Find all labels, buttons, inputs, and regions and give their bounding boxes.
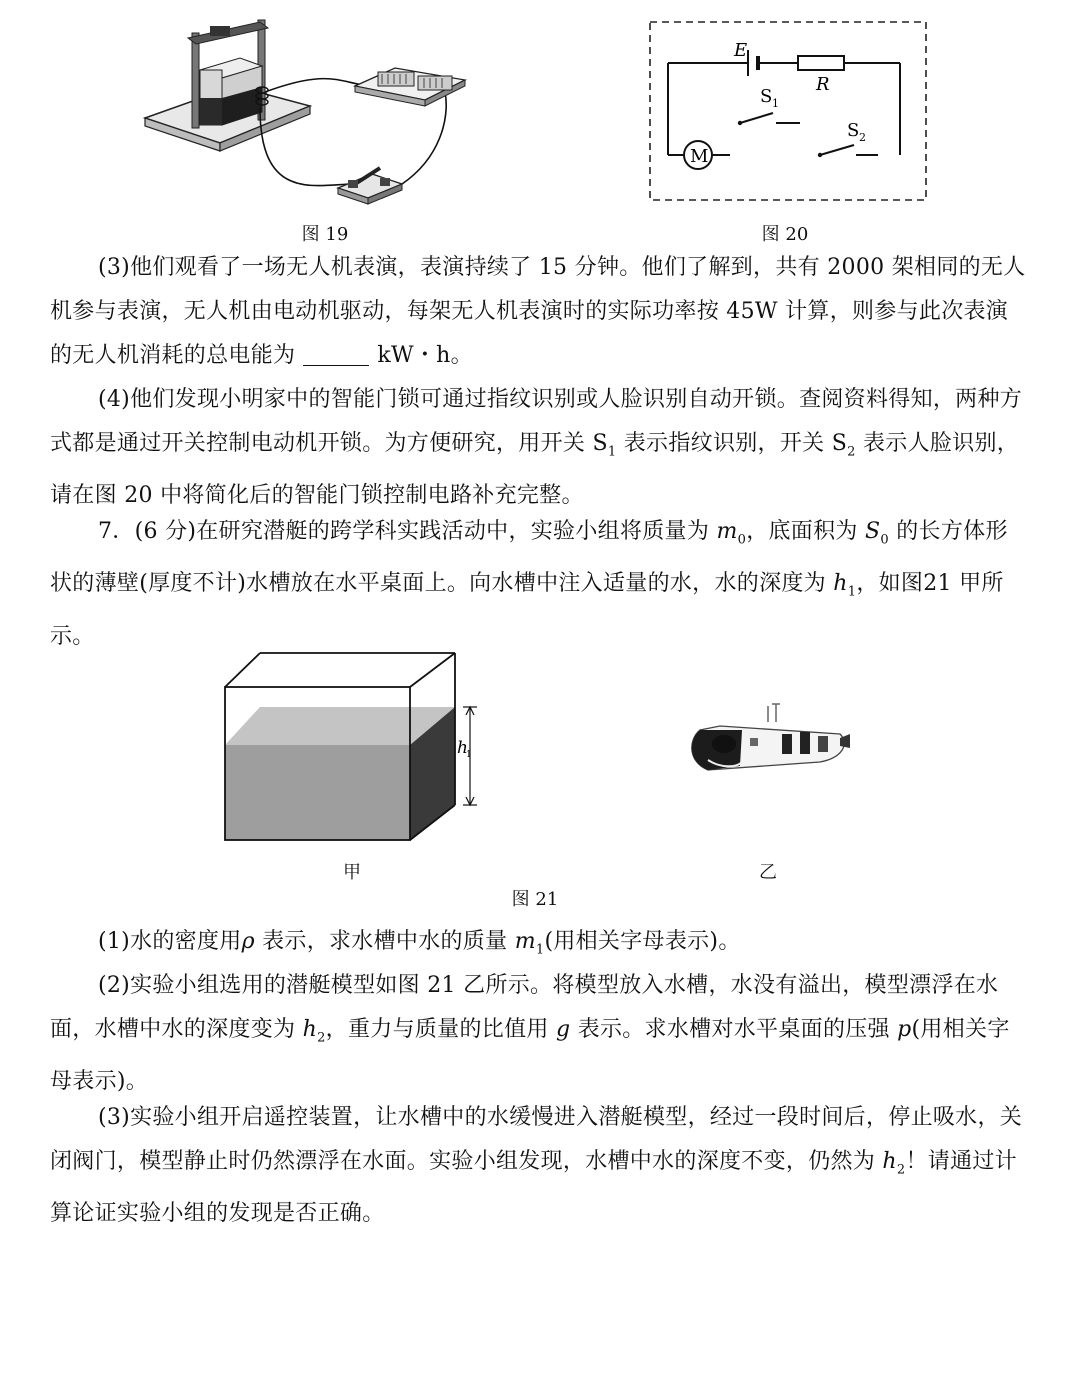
figure-21a-water-tank (215, 645, 490, 850)
figure-19-caption: 图 19 (301, 224, 349, 245)
depth-label-sub: 1 (466, 750, 472, 760)
question-6-part-3: (3)他们观看了一场无人机表演，表演持续了 15 分钟。他们了解到，共有 2000 架相同的无人机参与表演，无人机由电动机驱动，每架无人机表演时的实际功率按 45W 计算，则参与此次表演的无人机消耗的总电能为 kW・h。 (50, 255, 1026, 368)
label-M: M (690, 146, 709, 167)
answer-blank[interactable] (303, 343, 369, 366)
label-S2-sub: 2 (859, 131, 866, 144)
figure-21-caption: 图 21 (511, 889, 559, 910)
label-E: E (734, 40, 748, 61)
figure-21b-label: 乙 (759, 862, 777, 883)
figure-21a-label: 甲 (343, 862, 361, 883)
depth-label: h (457, 738, 468, 758)
question-6-part-4: (4)他们发现小明家中的智能门锁可通过指纹识别或人脸识别自动开锁。查阅资料得知，两种方式都是通过开关控制电动机开锁。为方便研究，用开关 $S_1$ 表示指纹识别，开关 $S_2$ 表示人脸识别，请在图 20 中将简化后的智能门锁控制电路补充完整。 (50, 387, 1023, 509)
figure-20-circuit (648, 20, 930, 205)
question-7-part-3: (3)实验小组开启遥控装置，让水槽中的水缓慢进入潜艇模型，经过一段时间后，停止吸水，关闭阀门，模型静止时仍然漂浮在水面。实验小组发现，水槽中水的深度不变，仍然为 $h_2$！请通过计算论证实验小组的发现是否正确。 (50, 1105, 1023, 1227)
label-S1: S (760, 86, 773, 107)
label-S1-sub: 1 (772, 97, 779, 110)
figure-21b-submarine-model (680, 700, 855, 780)
question-7-part-1: (1)水的密度用ρ 表示，求水槽中水的质量 $m_1$(用相关字母表示)。 (98, 929, 741, 958)
label-S2: S (847, 120, 860, 141)
question-7-stem: 7．(6 分)在研究潜艇的跨学科实践活动中，实验小组将质量为 $m_0$，底面积为 $S_0$ 的长方体形状的薄壁(厚度不计)水槽放在水平桌面上。向水槽中注入适量的水，水的深度为 $h_1$，如图21 甲所示。 (50, 519, 1008, 649)
label-R: R (816, 74, 830, 95)
figure-19-apparatus (140, 8, 480, 208)
question-7-part-2: (2)实验小组选用的潜艇模型如图 21 乙所示。将模型放入水槽，水没有溢出，模型漂浮在水面，水槽中水的深度变为 $h_2$，重力与质量的比值用 g 表示。求水槽对水平桌面的压强 p(用相关字母表示)。 (50, 973, 1010, 1095)
figure-20-caption: 图 20 (761, 224, 809, 245)
